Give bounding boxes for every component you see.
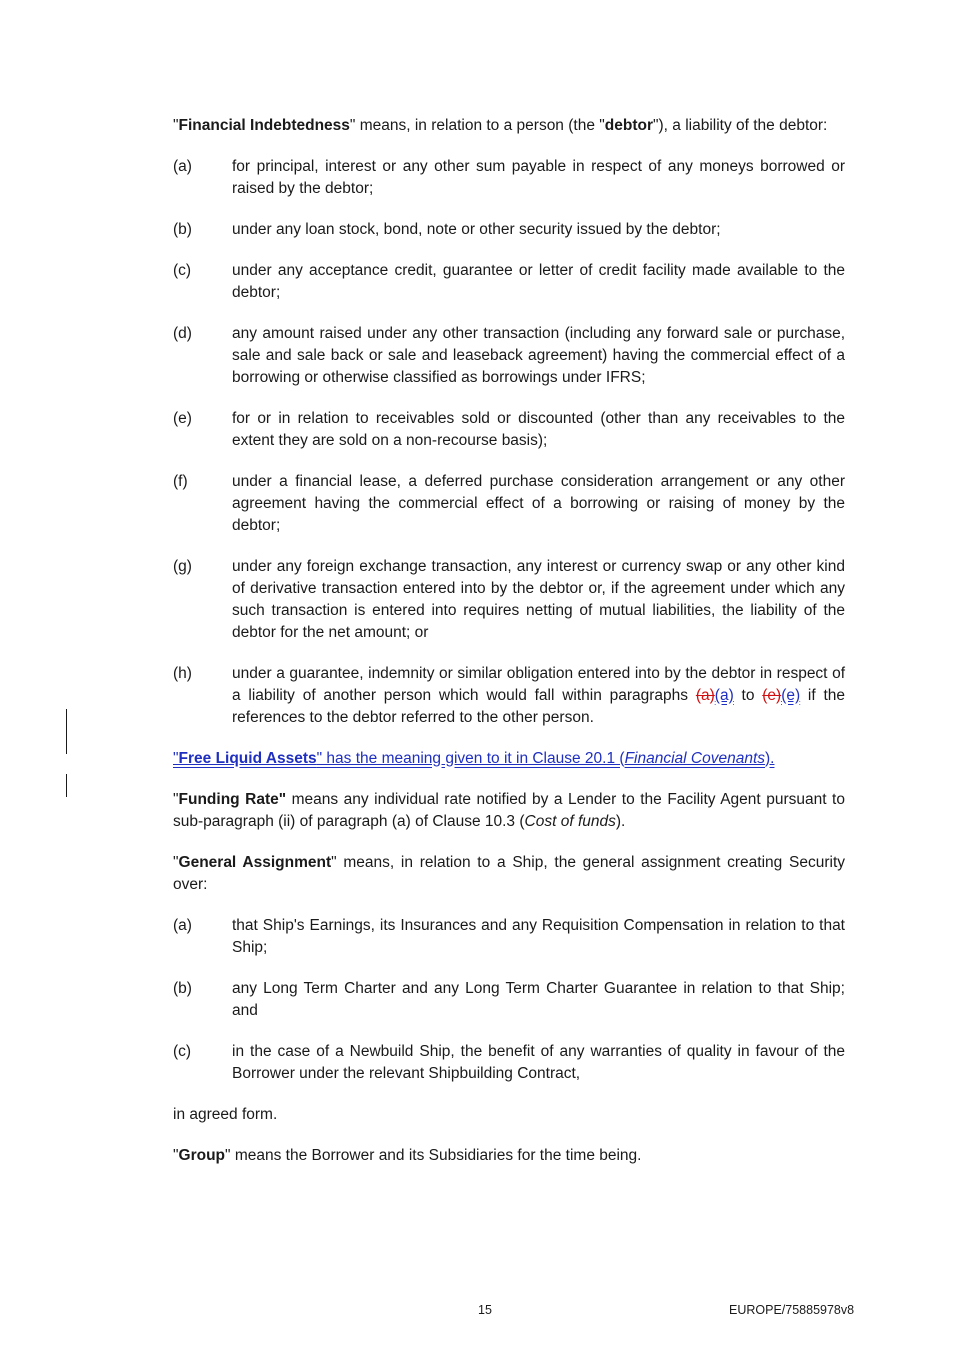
deleted-text: (a) [695, 687, 715, 704]
term-general-assignment: General Assignment [178, 854, 332, 871]
financial-indebtedness-list-item [173, 408, 845, 452]
definition-group: "Group" means the Borrower and its Subsidiaries for the time being. [173, 1147, 642, 1164]
list-item-label: (e) [173, 410, 192, 427]
list-item-text: any amount raised under any other transaction (including any forward sale or purchase, sale and sale back or sale and leaseback agreement) having the commercial effect of a borrowing or otherwise classified as borrowings under IFRS; [232, 325, 845, 386]
document-reference: EUROPE/75885978v8 [729, 1303, 855, 1317]
list-item-text: under a guarantee, indemnity or similar obligation entered into by the debtor in respect of a liability of another person which would fall within paragraphs (a)(a) to (e)(e) if the references to the debtor referred to the other person. [232, 665, 845, 726]
general-assignment-list [173, 915, 845, 1085]
inserted-link[interactable]: (e) [781, 687, 801, 704]
inserted-link[interactable]: (a) [714, 687, 734, 704]
list-item-label: (c) [173, 1043, 192, 1060]
term-debtor: debtor [604, 117, 653, 134]
list-item-text: any Long Term Charter and any Long Term Charter Guarantee in relation to that Ship; and [232, 980, 845, 1019]
general-assignment-list-item [173, 1041, 845, 1085]
list-item-text: under any acceptance credit, guarantee or letter of credit facility made available to the debtor; [232, 262, 845, 301]
term-financial-indebtedness: Financial Indebtedness [178, 117, 350, 134]
financial-indebtedness-list-item [173, 219, 845, 241]
list-item-label: (g) [173, 558, 192, 575]
general-assignment-list-item [173, 978, 845, 1022]
list-item-label: (f) [173, 473, 188, 490]
list-item-text: for or in relation to receivables sold or discounted (other than any receivables to the extent they are sold on a non-recourse basis); [232, 410, 845, 449]
financial-indebtedness-list [173, 156, 845, 644]
page-number: 15 [478, 1303, 492, 1317]
financial-indebtedness-list-item [173, 471, 845, 537]
financial-indebtedness-list-item [173, 260, 845, 304]
document-page [173, 115, 845, 1186]
list-item-label: (h) [173, 665, 192, 682]
list-item-text: for principal, interest or any other sum payable in respect of any moneys borrowed or raised by the debtor; [232, 158, 845, 197]
agreed-form-text: in agreed form. [173, 1106, 278, 1123]
term-group: Group [178, 1147, 226, 1164]
financial-indebtedness-list-item [173, 556, 845, 644]
list-item-label: (a) [173, 158, 192, 175]
list-item-text: in the case of a Newbuild Ship, the benefit of any warranties of quality in favour of the Borrower under the relevant Shipbuilding Contract, [232, 1043, 845, 1082]
definition-free-liquid-assets: "Free Liquid Assets" has the meaning given to it in Clause 20.1 (Financial Covenants). [173, 750, 775, 767]
financial-indebtedness-list-item [173, 156, 845, 200]
term-free-liquid-assets: Free Liquid Assets [178, 750, 317, 767]
list-item-text: that Ship's Earnings, its Insurances and any Requisition Compensation in relation to that Ship; [232, 917, 845, 956]
definition-funding-rate: "Funding Rate" means any individual rate notified by a Lender to the Facility Agent pursuant to sub-paragraph (ii) of paragraph (a) of Clause 10.3 (Cost of funds). [173, 791, 845, 830]
list-item-label: (a) [173, 917, 192, 934]
list-item-text: under any loan stock, bond, note or other security issued by the debtor; [232, 221, 721, 238]
definition-financial-indebtedness: "Financial Indebtedness" means, in relation to a person (the "debtor"), a liability of the debtor: [173, 117, 828, 134]
list-item-label: (d) [173, 325, 192, 342]
change-bar-free-liquid-assets [66, 774, 67, 797]
definition-general-assignment: "General Assignment" means, in relation to a Ship, the general assignment creating Security over: [173, 854, 845, 893]
change-bar-item-h [66, 709, 67, 754]
list-item-text: under a financial lease, a deferred purchase consideration arrangement or any other agreement having the commercial effect of a borrowing or raising of money by the debtor; [232, 473, 845, 534]
list-item-label: (b) [173, 221, 192, 238]
list-item-h [173, 663, 845, 729]
list-item-text: under any foreign exchange transaction, any interest or currency swap or any other kind of derivative transaction entered into by the debtor or, if the agreement under which any such transaction is entered into requires netting of mutual liabilities, the liability of the debtor for the net amount; or [232, 558, 845, 641]
general-assignment-list-item [173, 915, 845, 959]
list-item-label: (b) [173, 980, 192, 997]
term-funding-rate: Funding Rate" [178, 791, 287, 808]
list-item-label: (c) [173, 262, 192, 279]
financial-indebtedness-list-item [173, 323, 845, 389]
deleted-text: (e) [762, 687, 782, 704]
